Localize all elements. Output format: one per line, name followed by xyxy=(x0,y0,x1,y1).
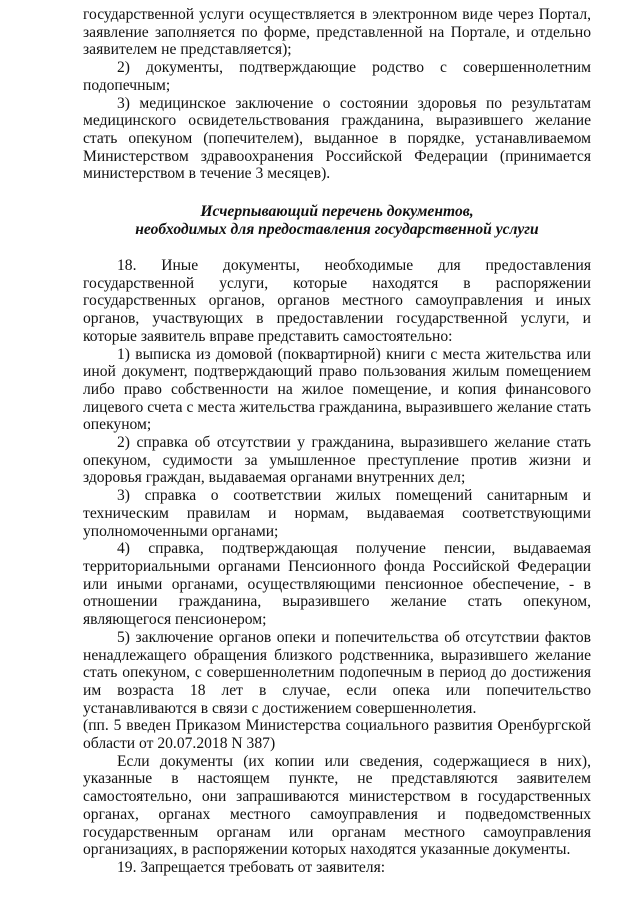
document-page xyxy=(83,6,591,877)
paragraph-item-18: 18. Иные документы, необходимые для предоставления государственной услуги, которые находятся в распоряжении государственных органов, органов местного самоуправления и иных органов, участвующих в предоставлении государственной услуги, и которые заявитель вправе представить самостоятельно: xyxy=(83,257,591,345)
paragraph-kinship-documents: 2) документы, подтверждающие родство с совершеннолетним подопечным; xyxy=(83,59,591,94)
section-heading xyxy=(83,203,591,239)
section-heading-line-1: Исчерпывающий перечень документов, xyxy=(200,203,474,221)
paragraph-document-request: Если документы (их копии или сведения, содержащиеся в них), указанные в настоящем пункте, не представляются заявителем самостоятельно, они запрашиваются министерством в государственных органах, органах местного самоуправления и подведомственных государственным органам или органам местного самоуправления организациях, в распоряжении которых находятся указанные документы. xyxy=(83,752,591,859)
section-heading-line-2: необходимых для предоставления государственной услуги xyxy=(135,221,539,239)
paragraph-subitem-2-no-criminal-record: 2) справка об отсутствии у гражданина, выразившего желание стать опекуном, судимости за умышленное преступление против жизни и здоровья граждан, выдаваемая органами внутренних дел; xyxy=(83,434,591,487)
paragraph-subitem-5-guardianship-conclusion: 5) заключение органов опеки и попечительства об отсутствии фактов ненадлежащего обращения близкого родственника, выразившего желание стать опекуном, с совершеннолетним подопечным в период до достижения им возраста 18 лет в случае, если опека или попечительство устанавливаются в связи с достижением совершеннолетия. xyxy=(83,628,591,717)
paragraph-subitem-4-pension-certificate: 4) справка, подтверждающая получение пенсии, выдаваемая территориальными органами Пенсионного фонда Российской Федерации или иными органами, осуществляющими пенсионное обеспечение, - в отношении гражданина, выразившего желание стать опекуном, являющегося пенсионером; xyxy=(83,540,591,629)
paragraph-amendment-note: (пп. 5 введен Приказом Министерства социального развития Оренбургской области от 20.07.2018 N 387) xyxy=(83,717,591,753)
paragraph-medical-conclusion: 3) медицинское заключение о состоянии здоровья по результатам медицинского освидетельствования гражданина, выразившего желание стать опекуном (попечителем), выданное в порядке, устанавливаемом Министерством здравоохранения Российской Федерации (принимается министерством в течение 3 месяцев). xyxy=(83,94,591,183)
paragraph-subitem-3-housing-compliance: 3) справка о соответствии жилых помещений санитарным и техническим правилам и нормам, выдаваемая соответствующими уполномоченными органами; xyxy=(83,487,591,540)
paragraph-subitem-1-house-book: 1) выписка из домовой (поквартирной) книги с места жительства или иной документ, подтверждающий право пользования жилым помещением либо право собственности на жилое помещение, и копия финансового лицевого счета с места жительства гражданина, выразившего желание стать опекуном; xyxy=(83,345,591,434)
paragraph-item-19: 19. Запрещается требовать от заявителя: xyxy=(117,858,386,876)
paragraph-portal-application: государственной услуги осуществляется в электронном виде через Портал, заявление заполняется по форме, представленной на Портале, и отдельно заявителем не представляется); xyxy=(83,6,591,59)
